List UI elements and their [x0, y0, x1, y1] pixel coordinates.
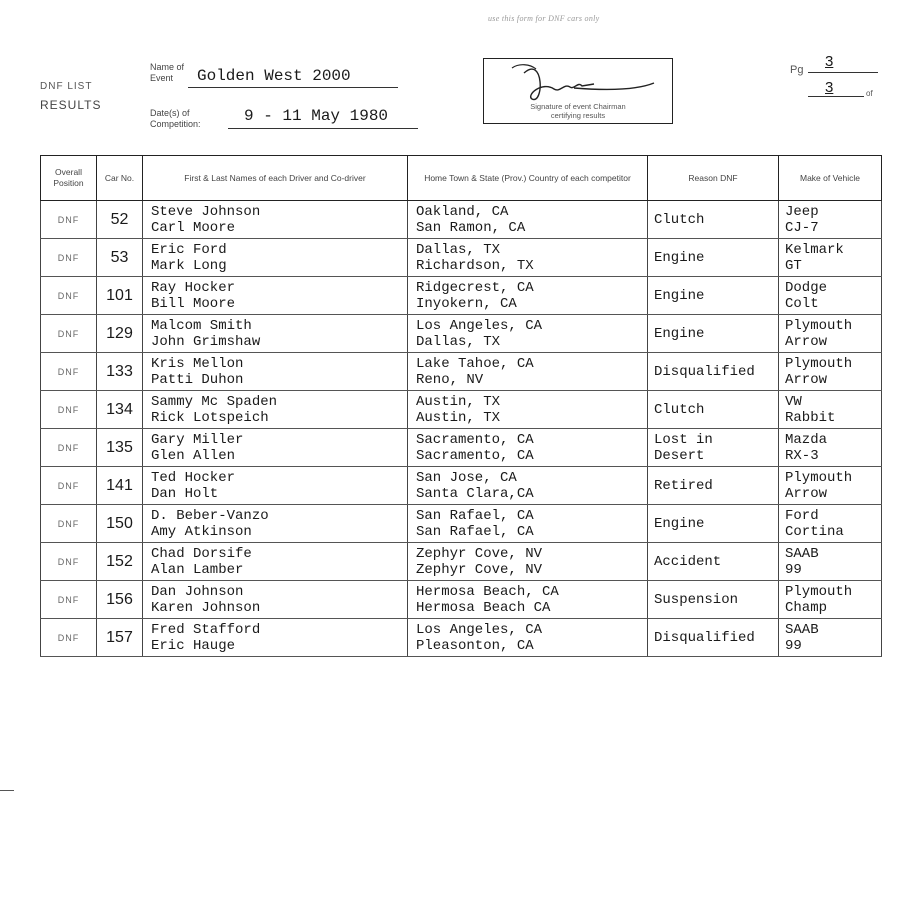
overall-position: DNF — [41, 201, 97, 239]
vehicle-model-line2: GT — [785, 257, 802, 274]
dnf-reason-line1: Lost in — [654, 431, 713, 448]
vehicle-model-line2: 99 — [785, 561, 802, 578]
driver-name: Sammy Mc Spaden — [151, 393, 278, 410]
vehicle-make-line1: Plymouth — [785, 469, 853, 486]
driver-hometown: Lake Tahoe, CA — [416, 355, 534, 372]
vehicle-make — [779, 467, 882, 505]
vehicle-make-line1: Kelmark — [785, 241, 844, 258]
vehicle-make — [779, 543, 882, 581]
col-header-reason: Reason DNF — [648, 156, 779, 201]
form-section-label — [40, 78, 101, 114]
table-row — [41, 277, 882, 315]
codriver-hometown: Dallas, TX — [416, 333, 501, 350]
col-header-make: Make of Vehicle — [779, 156, 882, 201]
codriver-hometown: Pleasonton, CA — [416, 637, 534, 654]
vehicle-make — [779, 315, 882, 353]
codriver-hometown: Santa Clara,CA — [416, 485, 534, 502]
home-towns — [408, 505, 648, 543]
vehicle-make-line1: SAAB — [785, 545, 819, 562]
dnf-reason — [648, 467, 779, 505]
driver-names — [143, 581, 408, 619]
vehicle-model-line2: Cortina — [785, 523, 844, 540]
page-label: Pg — [790, 64, 804, 76]
driver-hometown: Ridgecrest, CA — [416, 279, 534, 296]
table-row — [41, 619, 882, 657]
event-dates-label-line1: Date(s) of — [150, 108, 190, 118]
driver-hometown: San Jose, CA — [416, 469, 517, 486]
table-row — [41, 315, 882, 353]
dnf-reason-line1: Accident — [654, 553, 722, 570]
driver-name: D. Beber-Vanzo — [151, 507, 269, 524]
codriver-hometown: Inyokern, CA — [416, 295, 517, 312]
codriver-name: Eric Hauge — [151, 637, 236, 654]
overall-position: DNF — [41, 277, 97, 315]
table-row — [41, 429, 882, 467]
driver-name: Dan Johnson — [151, 583, 244, 600]
dnf-reason-line1: Disqualified — [654, 363, 755, 380]
form-section-label-line1: DNF LIST — [40, 81, 93, 92]
dnf-reason-line1: Engine — [654, 249, 705, 266]
table-row — [41, 505, 882, 543]
overall-position: DNF — [41, 619, 97, 657]
table-row — [41, 353, 882, 391]
signature-caption-line2: certifying results — [550, 111, 606, 120]
car-number: 53 — [97, 239, 143, 277]
dnf-reason — [648, 353, 779, 391]
codriver-hometown: Austin, TX — [416, 409, 501, 426]
dnf-reason-line2: Desert — [654, 447, 705, 464]
driver-names — [143, 429, 408, 467]
driver-names — [143, 315, 408, 353]
driver-hometown: Sacramento, CA — [416, 431, 534, 448]
codriver-name: Carl Moore — [151, 219, 236, 236]
vehicle-make — [779, 201, 882, 239]
vehicle-make-line1: Dodge — [785, 279, 828, 296]
vehicle-make — [779, 581, 882, 619]
overall-position: DNF — [41, 581, 97, 619]
col-header-car-no: Car No. — [97, 156, 143, 201]
vehicle-make-line1: Plymouth — [785, 355, 853, 372]
dnf-reason — [648, 581, 779, 619]
vehicle-model-line2: RX-3 — [785, 447, 819, 464]
driver-names — [143, 391, 408, 429]
driver-name: Fred Stafford — [151, 621, 261, 638]
codriver-hometown: Sacramento, CA — [416, 447, 534, 464]
vehicle-model-line2: Arrow — [785, 485, 828, 502]
driver-hometown: Los Angeles, CA — [416, 621, 543, 638]
event-dates-underline — [228, 128, 418, 129]
dnf-reason — [648, 619, 779, 657]
overall-position: DNF — [41, 239, 97, 277]
event-dates-label — [150, 108, 201, 130]
table-row — [41, 467, 882, 505]
form-instruction-note: use this form for DNF cars only — [488, 14, 600, 23]
codriver-hometown: San Ramon, CA — [416, 219, 526, 236]
home-towns — [408, 581, 648, 619]
vehicle-model-line2: Arrow — [785, 333, 828, 350]
home-towns — [408, 201, 648, 239]
vehicle-model-line2: Rabbit — [785, 409, 836, 426]
vehicle-make — [779, 239, 882, 277]
driver-hometown: Los Angeles, CA — [416, 317, 543, 334]
table-header-row — [41, 156, 882, 201]
driver-hometown: Dallas, TX — [416, 241, 501, 258]
codriver-name: Bill Moore — [151, 295, 236, 312]
codriver-name: John Grimshaw — [151, 333, 261, 350]
page-number: 3 — [825, 53, 834, 70]
home-towns — [408, 543, 648, 581]
col-header-position: Overall Position — [41, 156, 97, 201]
overall-position: DNF — [41, 391, 97, 429]
vehicle-model-line2: 99 — [785, 637, 802, 654]
dnf-results-table — [40, 155, 882, 657]
dnf-reason-line1: Suspension — [654, 591, 739, 608]
vehicle-model-line2: Colt — [785, 295, 819, 312]
page-total: 3 — [825, 79, 834, 96]
driver-name: Kris Mellon — [151, 355, 244, 372]
event-dates: 9 - 11 May 1980 — [244, 107, 389, 125]
driver-hometown: Hermosa Beach, CA — [416, 583, 559, 600]
driver-name: Ray Hocker — [151, 279, 236, 296]
driver-hometown: San Rafael, CA — [416, 507, 534, 524]
vehicle-model-line2: CJ-7 — [785, 219, 819, 236]
table-row — [41, 201, 882, 239]
driver-name: Steve Johnson — [151, 203, 261, 220]
overall-position: DNF — [41, 429, 97, 467]
driver-names — [143, 353, 408, 391]
codriver-name: Dan Holt — [151, 485, 219, 502]
dnf-reason-line1: Disqualified — [654, 629, 755, 646]
form-section-label-line2: RESULTS — [40, 98, 102, 112]
driver-name: Malcom Smith — [151, 317, 252, 334]
col-header-hometown: Home Town & State (Prov.) Country of each competitor — [408, 156, 648, 201]
vehicle-make-line1: Ford — [785, 507, 819, 524]
car-number: 141 — [97, 467, 143, 505]
signature-box — [483, 58, 673, 124]
car-number: 157 — [97, 619, 143, 657]
overall-position: DNF — [41, 315, 97, 353]
page-number-line — [808, 72, 878, 73]
driver-hometown: Austin, TX — [416, 393, 501, 410]
home-towns — [408, 391, 648, 429]
dnf-reason — [648, 315, 779, 353]
vehicle-model-line2: Champ — [785, 599, 828, 616]
vehicle-make-line1: Plymouth — [785, 583, 853, 600]
home-towns — [408, 239, 648, 277]
dnf-reason — [648, 505, 779, 543]
home-towns — [408, 429, 648, 467]
dnf-reason-line1: Engine — [654, 287, 705, 304]
vehicle-make — [779, 429, 882, 467]
codriver-name: Rick Lotspeich — [151, 409, 269, 426]
table-row — [41, 581, 882, 619]
driver-hometown: Zephyr Cove, NV — [416, 545, 543, 562]
event-name-label-line2: Event — [150, 73, 174, 83]
dnf-reason-line1: Retired — [654, 477, 713, 494]
car-number: 134 — [97, 391, 143, 429]
overall-position: DNF — [41, 505, 97, 543]
driver-names — [143, 543, 408, 581]
driver-names — [143, 277, 408, 315]
table-row — [41, 239, 882, 277]
dnf-reason — [648, 277, 779, 315]
car-number: 129 — [97, 315, 143, 353]
codriver-name: Karen Johnson — [151, 599, 261, 616]
driver-hometown: Oakland, CA — [416, 203, 509, 220]
home-towns — [408, 619, 648, 657]
dnf-reason-line1: Engine — [654, 515, 705, 532]
car-number: 152 — [97, 543, 143, 581]
codriver-name: Amy Atkinson — [151, 523, 252, 540]
dnf-reason — [648, 201, 779, 239]
vehicle-model-line2: Arrow — [785, 371, 828, 388]
vehicle-make — [779, 277, 882, 315]
overall-position: DNF — [41, 353, 97, 391]
dnf-reason — [648, 429, 779, 467]
driver-names — [143, 467, 408, 505]
table-row — [41, 391, 882, 429]
event-name-label-line1: Name of — [150, 62, 185, 72]
car-number: 135 — [97, 429, 143, 467]
vehicle-make-line1: SAAB — [785, 621, 819, 638]
driver-name: Chad Dorsife — [151, 545, 252, 562]
car-number: 101 — [97, 277, 143, 315]
driver-names — [143, 201, 408, 239]
car-number: 150 — [97, 505, 143, 543]
page-total-line — [808, 96, 864, 97]
codriver-hometown: San Rafael, CA — [416, 523, 534, 540]
vehicle-make — [779, 505, 882, 543]
dnf-reason-line1: Clutch — [654, 211, 705, 228]
driver-name: Eric Ford — [151, 241, 227, 258]
vehicle-make-line1: Plymouth — [785, 317, 853, 334]
vehicle-make-line1: VW — [785, 393, 802, 410]
driver-names — [143, 239, 408, 277]
overall-position: DNF — [41, 543, 97, 581]
car-number: 156 — [97, 581, 143, 619]
home-towns — [408, 467, 648, 505]
event-name: Golden West 2000 — [197, 67, 351, 85]
car-number: 52 — [97, 201, 143, 239]
vehicle-make — [779, 391, 882, 429]
codriver-hometown: Reno, NV — [416, 371, 484, 388]
col-header-names: First & Last Names of each Driver and Co-driver — [143, 156, 408, 201]
codriver-name: Mark Long — [151, 257, 227, 274]
event-name-underline — [188, 87, 398, 88]
dnf-reason — [648, 391, 779, 429]
home-towns — [408, 277, 648, 315]
codriver-hometown: Zephyr Cove, NV — [416, 561, 543, 578]
table-row — [41, 543, 882, 581]
driver-names — [143, 619, 408, 657]
dnf-reason — [648, 543, 779, 581]
vehicle-make — [779, 619, 882, 657]
codriver-name: Patti Duhon — [151, 371, 244, 388]
codriver-hometown: Richardson, TX — [416, 257, 534, 274]
margin-mark — [0, 790, 14, 791]
dnf-reason-line1: Engine — [654, 325, 705, 342]
dnf-reason-line1: Clutch — [654, 401, 705, 418]
car-number: 133 — [97, 353, 143, 391]
codriver-hometown: Hermosa Beach CA — [416, 599, 551, 616]
codriver-name: Alan Lamber — [151, 561, 244, 578]
vehicle-make-line1: Jeep — [785, 203, 819, 220]
signature-caption — [484, 102, 672, 120]
vehicle-make-line1: Mazda — [785, 431, 828, 448]
driver-name: Gary Miller — [151, 431, 244, 448]
home-towns — [408, 353, 648, 391]
vehicle-make — [779, 353, 882, 391]
event-name-label — [150, 62, 184, 84]
codriver-name: Glen Allen — [151, 447, 236, 464]
home-towns — [408, 315, 648, 353]
event-dates-label-line2: Competition: — [150, 119, 201, 129]
signature-caption-line1: Signature of event Chairman — [530, 102, 626, 111]
page-total-label: of — [866, 89, 873, 98]
overall-position: DNF — [41, 467, 97, 505]
driver-name: Ted Hocker — [151, 469, 236, 486]
dnf-reason — [648, 239, 779, 277]
driver-names — [143, 505, 408, 543]
